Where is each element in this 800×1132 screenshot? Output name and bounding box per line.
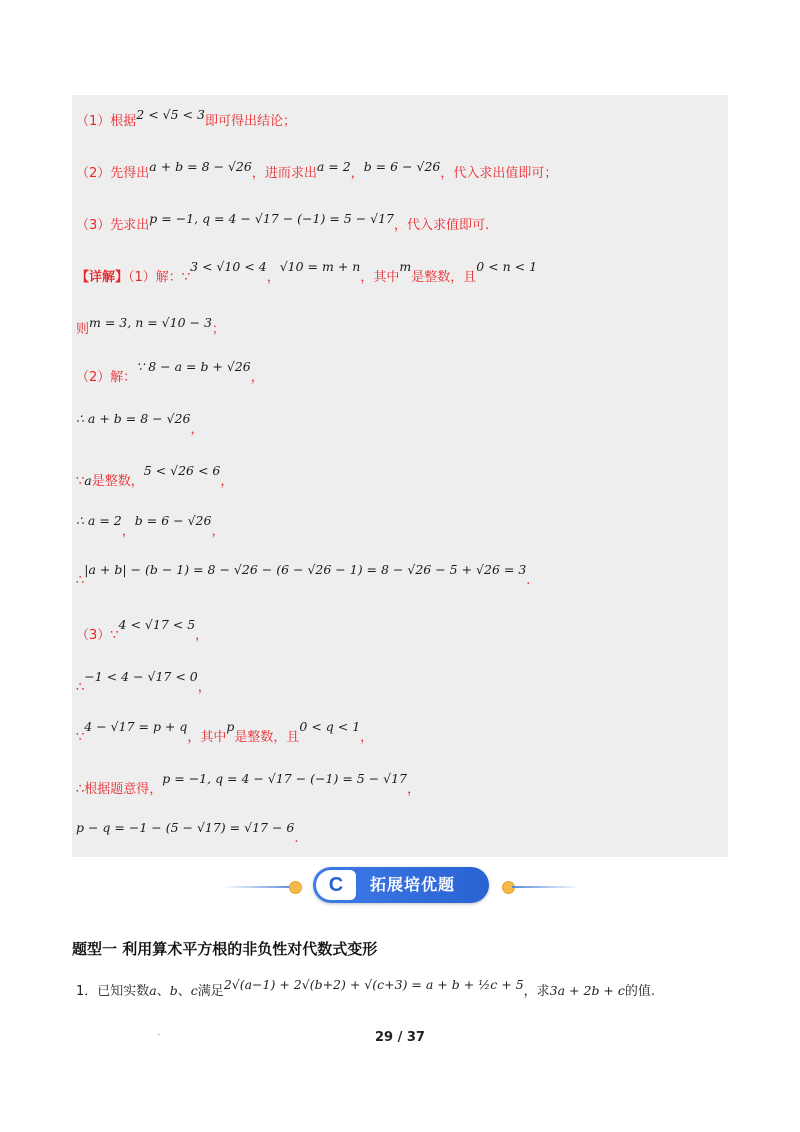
math-variable: a [84,473,92,488]
math-expression: 0 < q < 1 [299,719,361,734]
math-expression: p − q = −1 − (5 − √17) = √17 − 6 [76,820,295,835]
banner-letter-badge: C [316,870,356,900]
math-expression: 3 < √10 < 4 [190,259,267,274]
detail-part3e-line: p − q = −1 − (5 − √17) = √17 − 6. [76,820,299,846]
math-expression: 5 < √26 < 6 [143,463,221,478]
math-expression: |a + b| − (b − 1) = 8 − √26 − (6 − √26 − 1) = 8 − √26 − 5 + √26 = 3 [84,562,527,577]
banner-dot-left [289,881,302,894]
detail-part3-line: （3）∵4 < √17 < 5， [76,617,209,643]
detail-label: 【详解】 [76,270,129,285]
banner-title: 拓展培优题 [370,875,456,894]
math-expression: −1 < 4 − √17 < 0 [84,669,198,684]
math-expression: 0 < n < 1 [476,259,538,274]
banner-divider-right [512,886,580,888]
math-expression: p = −1, q = 4 − √17 − (−1) = 5 − √17 [162,771,408,786]
math-expression: ∴ a + b = 8 − √26 [76,411,191,426]
math-variable: m [399,259,412,274]
detail-part2d-line: ∴ a = 2，b = 6 − √26， [76,513,225,539]
page-number: 29 / 37 [375,1030,425,1045]
detail-part2e-line: ∴|a + b| − (b − 1) = 8 − √26 − (6 − √26 − 1) = 8 − √26 − 5 + √26 = 3. [76,562,531,588]
detail-part3d-line: ∴根据题意得，p = −1, q = 4 − √17 − (−1) = 5 − √17， [76,771,421,797]
detail-part1b-line: 则m = 3, n = √10 − 3； [76,315,225,337]
math-expression: b = 6 − √26 [363,159,441,174]
math-expression: 3a + 2b + c [549,983,625,998]
math-expression: 4 − √17 = p + q [84,719,188,734]
math-expression: a + b = 8 − √26 [149,159,252,174]
detail-part2b-line: ∴ a + b = 8 − √26， [76,411,204,437]
math-variable: p [226,719,235,734]
detail-part3c-line: ∵4 − √17 = p + q，其中p是整数，且0 < q < 1， [76,719,374,745]
hint-line-1: （1）根据2 < √5 < 3即可得出结论； [76,107,296,129]
detail-part2c-line: ∵a是整数，5 < √26 < 6， [76,463,234,489]
hint-line-3: （3）先求出p = −1, q = 4 − √17 − (−1) = 5 − √17，代入求值即可. [76,211,490,233]
detail-part3b-line: ∴−1 < 4 − √17 < 0， [76,669,211,695]
math-expression: p = −1, q = 4 − √17 − (−1) = 5 − √17 [149,211,395,226]
math-expression: b = 6 − √26 [134,513,212,528]
math-expression: ∵ 8 − a = b + √26 [136,359,251,374]
math-expression: a = 2 [316,159,351,174]
math-expression: 4 < √17 < 5 [118,617,196,632]
question-1: 1．已知实数a、b、c满足2√(a−1) + 2√(b+2) + √(c+3) = a + b + ½c + 5，求3a + 2b + c的值. [76,977,656,999]
math-variable: b [169,983,178,998]
detail-part2-line: （2）解：∵ 8 − a = b + √26， [76,359,264,385]
math-equation: 2√(a−1) + 2√(b+2) + √(c+3) = a + b + ½c + 5 [223,977,524,992]
math-expression: 2 < √5 < 3 [136,107,205,122]
math-expression: ∴ a = 2 [76,513,122,528]
banner-divider-left [222,886,294,888]
question-type-title: 题型一 利用算术平方根的非负性对代数式变形 [72,940,378,958]
detail-part1-line: 【详解】（1）解：∵3 < √10 < 4，√10 = m + n，其中m是整数，且0 < n < 1 [76,259,538,285]
math-expression: m = 3, n = √10 − 3 [89,315,212,330]
math-variable: c [190,983,198,998]
math-variable: a [149,983,157,998]
hint-line-2: （2）先得出a + b = 8 − √26，进而求出a = 2，b = 6 − √26，代入求出值即可； [76,159,558,181]
math-expression: √10 = m + n [279,259,361,274]
